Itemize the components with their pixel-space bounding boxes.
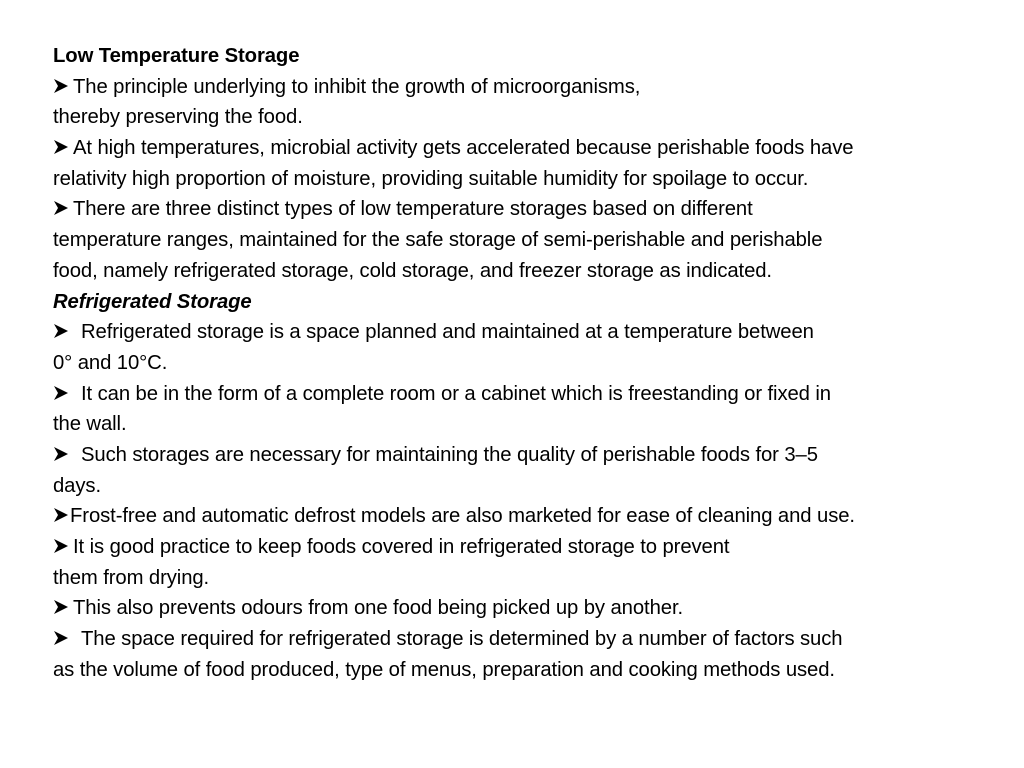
bullet-text-continued: as the volume of food produced, type of menus, preparation and cooking methods used. bbox=[53, 658, 835, 681]
arrowhead-bullet-icon bbox=[53, 200, 69, 216]
bullet-item bbox=[53, 194, 1003, 286]
bullet-item bbox=[53, 133, 1003, 194]
bullet-item bbox=[53, 379, 1003, 440]
bullet-text: Such storages are necessary for maintaining the quality of perishable foods for 3–5 bbox=[81, 443, 818, 466]
bullet-text-continued: them from drying. bbox=[53, 566, 210, 589]
arrowhead-bullet-icon bbox=[53, 78, 69, 94]
arrowhead-bullet-icon bbox=[53, 599, 69, 615]
bullet-text-continued: days. bbox=[53, 474, 101, 497]
bullet-item bbox=[53, 317, 1003, 378]
arrowhead-bullet-icon bbox=[53, 507, 69, 523]
arrowhead-bullet-icon bbox=[53, 630, 69, 646]
bullet-text-continued: relativity high proportion of moisture, providing suitable humidity for spoilage to occur. bbox=[53, 167, 809, 190]
bullet-item bbox=[53, 72, 1003, 133]
bullet-text-continued: 0° and 10°C. bbox=[53, 351, 168, 374]
arrowhead-bullet-icon bbox=[53, 538, 69, 554]
bullet-text-continued: thereby preserving the food. bbox=[53, 106, 303, 129]
bullet-text: Frost-free and automatic defrost models are also marketed for ease of cleaning and use. bbox=[70, 505, 855, 528]
bullet-item bbox=[53, 440, 1003, 501]
bullet-text: The principle underlying to inhibit the growth of microorganisms, bbox=[73, 75, 641, 98]
slide-title: Low Temperature Storage bbox=[53, 45, 300, 67]
bullet-text: It can be in the form of a complete room or a cabinet which is freestanding or fixed in bbox=[81, 382, 831, 405]
bullet-text: Refrigerated storage is a space planned and maintained at a temperature between bbox=[81, 321, 814, 344]
bullet-text: There are three distinct types of low temperature storages based on different bbox=[73, 198, 753, 221]
bullet-item bbox=[53, 624, 1003, 685]
bullet-text: This also prevents odours from one food being picked up by another. bbox=[73, 597, 684, 620]
bullet-text-continued: food, namely refrigerated storage, cold storage, and freezer storage as indicated. bbox=[53, 259, 772, 282]
slide-content bbox=[53, 41, 1003, 685]
section-subtitle: Refrigerated Storage bbox=[53, 290, 252, 313]
bullet-item bbox=[53, 501, 1003, 532]
bullet-item bbox=[53, 593, 1003, 624]
arrowhead-bullet-icon bbox=[53, 385, 69, 401]
bullet-text-continued: temperature ranges, maintained for the safe storage of semi-perishable and perishable bbox=[53, 229, 823, 252]
bullet-text: The space required for refrigerated storage is determined by a number of factors such bbox=[81, 628, 843, 651]
bullet-text: It is good practice to keep foods covered in refrigerated storage to prevent bbox=[73, 536, 730, 558]
bullet-item bbox=[53, 532, 1003, 593]
arrowhead-bullet-icon bbox=[53, 323, 69, 339]
bullet-text-continued: the wall. bbox=[53, 413, 127, 436]
arrowhead-bullet-icon bbox=[53, 446, 69, 462]
bullet-text: At high temperatures, microbial activity gets accelerated because perishable foods have bbox=[73, 137, 854, 160]
arrowhead-bullet-icon bbox=[53, 139, 69, 155]
